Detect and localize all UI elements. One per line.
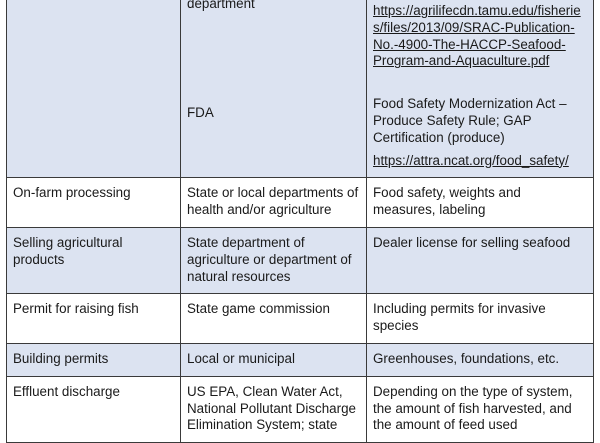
table-row xyxy=(7,294,594,344)
notes-text: Food safety, weights and measures, labeling xyxy=(373,185,521,218)
agency-cell xyxy=(181,294,367,344)
table-row xyxy=(7,227,594,293)
agency-cell xyxy=(181,343,367,376)
agency-cell xyxy=(181,178,367,228)
notes-text: Depending on the type of system, the amount of fish harvested, and the amount of feed used xyxy=(373,383,573,433)
agency-text: State or local departments of health and/or agriculture xyxy=(187,185,359,218)
notes-text: Greenhouses, foundations, etc. xyxy=(373,350,560,366)
haccp-publication-link[interactable] xyxy=(373,3,587,70)
table-row xyxy=(7,376,594,442)
notes-cell xyxy=(367,178,594,228)
activity-cell xyxy=(7,294,181,344)
activity-text: Permit for raising fish xyxy=(13,301,139,317)
notes-cell xyxy=(367,0,594,178)
agency-text: department xyxy=(187,0,255,11)
spacer xyxy=(373,70,587,96)
agency-text: State game commission xyxy=(187,301,330,317)
notes-cell xyxy=(367,343,594,376)
activity-cell xyxy=(7,0,181,178)
activity-text: Building permits xyxy=(13,350,109,366)
attra-food-safety-link[interactable]: https://attra.ncat.org/food_safety/ xyxy=(373,152,569,168)
table-row xyxy=(7,178,594,228)
notes-text: Including permits for invasive species xyxy=(373,301,546,334)
notes-text: Food Safety Modernization Act – Produce Safety Rule; GAP Certification (produce) xyxy=(373,96,567,145)
activity-text: On-farm processing xyxy=(13,185,131,201)
agency-text: Local or municipal xyxy=(187,350,295,366)
activity-text: Effluent discharge xyxy=(13,383,120,399)
table-row xyxy=(7,343,594,376)
notes-text: Dealer license for selling seafood xyxy=(373,234,571,250)
activity-cell xyxy=(7,178,181,228)
link-line: No.-4900-The-HACCP-Seafood- xyxy=(373,36,566,52)
spacer xyxy=(187,13,360,105)
link-line: https://agrilifecdn.tamu.edu/fisherie xyxy=(373,3,581,18)
activity-cell xyxy=(7,376,181,442)
link-line: s/files/2013/09/SRAC-Publication- xyxy=(373,19,575,35)
agency-text: US EPA, Clean Water Act, National Pollutant Discharge Elimination System; state xyxy=(187,383,356,433)
activity-cell xyxy=(7,227,181,293)
notes-cell xyxy=(367,376,594,442)
agency-text: FDA xyxy=(187,104,214,120)
agency-cell xyxy=(181,376,367,442)
agency-cell xyxy=(181,227,367,293)
regulations-table xyxy=(6,0,594,443)
notes-cell xyxy=(367,227,594,293)
link-line: Program-and-Aquaculture.pdf xyxy=(373,53,550,69)
activity-cell xyxy=(7,343,181,376)
notes-cell xyxy=(367,294,594,344)
activity-text: Selling agricultural products xyxy=(13,234,123,267)
agency-cell xyxy=(181,0,367,178)
agency-text: State department of agriculture or department of natural resources xyxy=(187,234,352,284)
table-row xyxy=(7,0,594,178)
